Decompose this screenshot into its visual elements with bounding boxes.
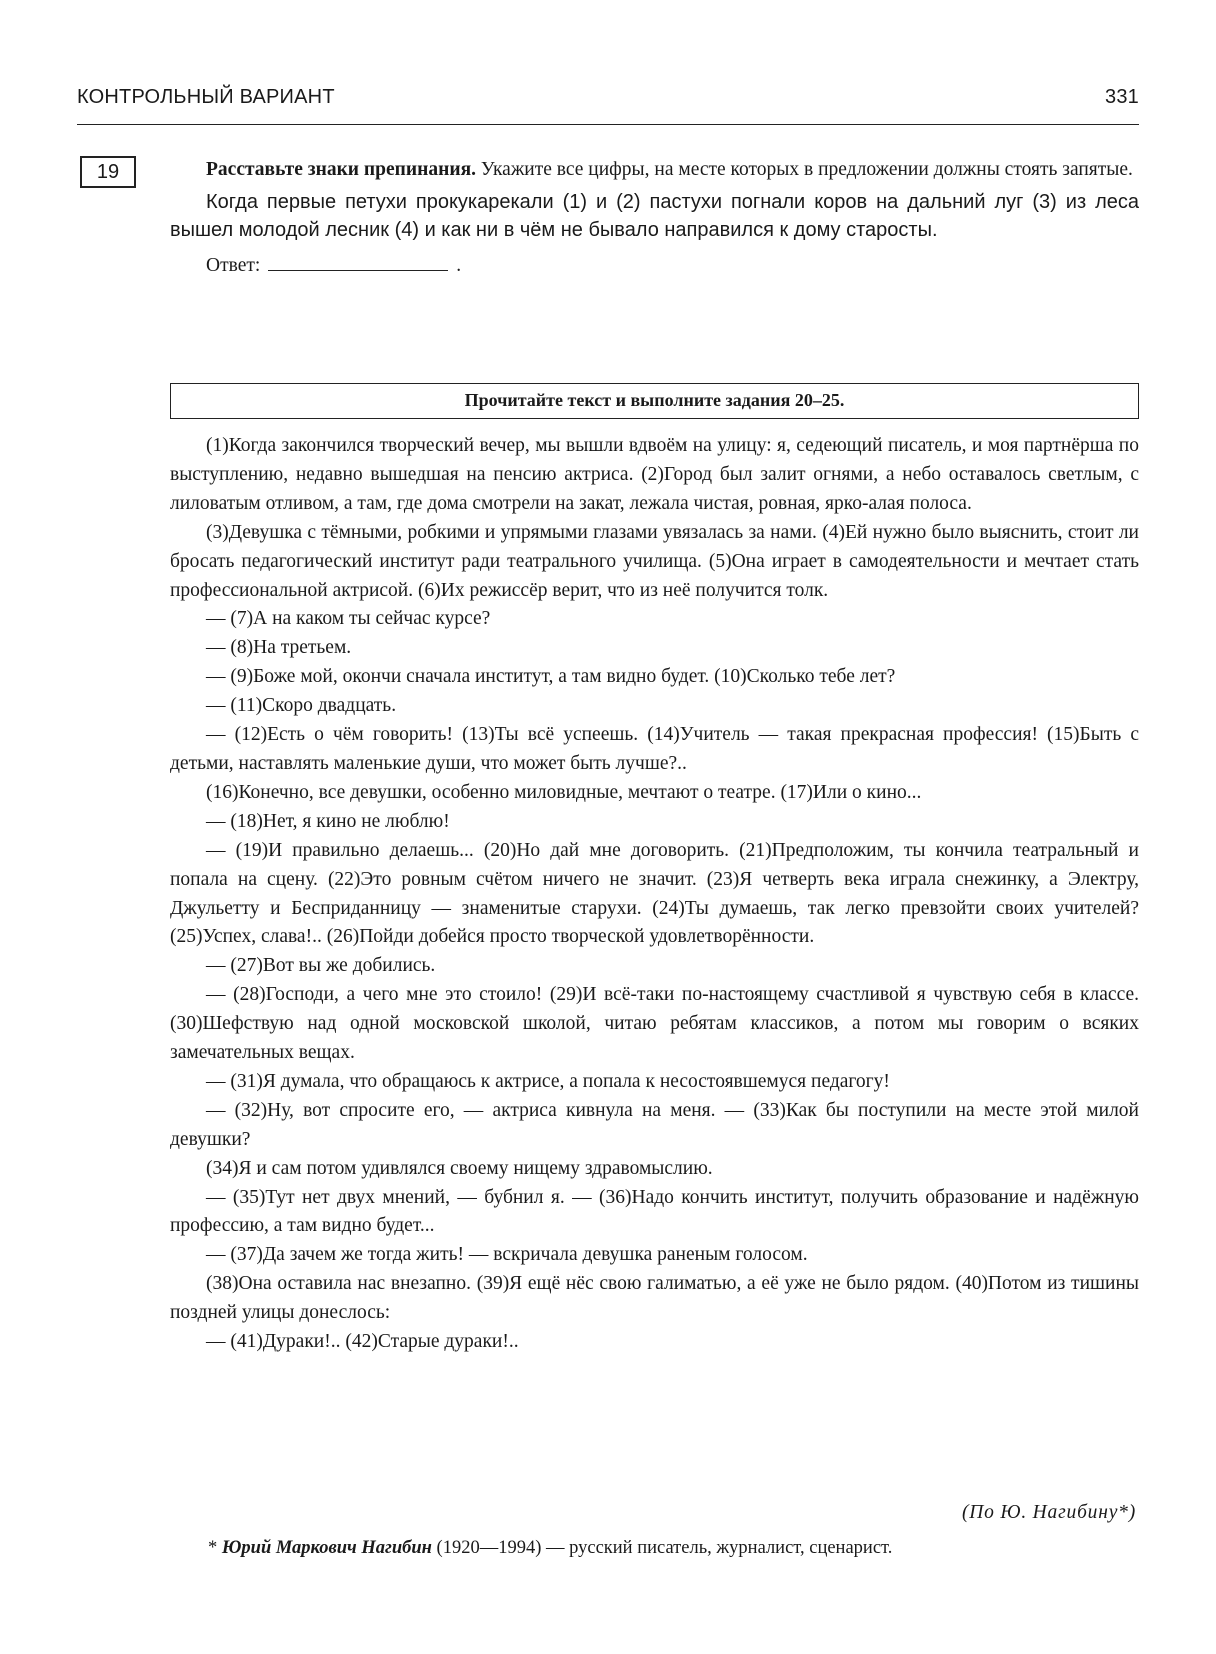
footnote-author: Юрий Маркович Нагибин bbox=[221, 1538, 432, 1558]
task-number-box: 19 bbox=[80, 156, 136, 188]
paragraph: — (18)Нет, я кино не люблю! bbox=[206, 810, 450, 832]
paragraph: — (28)Господи, а чего мне это стоило! (29)И всё-таки по-настоящему счастливой я чувствую себя в классе. (30)Шефствую над одной московской школой, читаю ребятам классиков, а потом мы говорим о всяких замечательных вещах. bbox=[170, 984, 1139, 1064]
reading-text bbox=[170, 432, 1139, 1357]
paragraph: (16)Конечно, все девушки, особенно миловидные, мечтают о театре. (17)Или о кино... bbox=[206, 781, 922, 803]
answer-label: Ответ: bbox=[206, 255, 261, 276]
task-instruction bbox=[170, 156, 1139, 184]
answer-end: . bbox=[456, 255, 462, 276]
footnote-marker: * bbox=[208, 1538, 222, 1558]
task-19 bbox=[170, 156, 1139, 280]
read-instruction-box: Прочитайте текст и выполните задания 20–25. bbox=[170, 383, 1139, 419]
paragraph: (38)Она оставила нас внезапно. (39)Я ещё нёс свою галиматью, а её уже не было рядом. (40)Потом из тишины поздней улицы донеслось: bbox=[170, 1273, 1139, 1324]
answer-line bbox=[206, 252, 1139, 280]
paragraph: — (11)Скоро двадцать. bbox=[206, 695, 397, 717]
paragraph: — (27)Вот вы же добились. bbox=[206, 955, 436, 977]
paragraph: — (9)Боже мой, окончи сначала институт, а там видно будет. (10)Сколько тебе лет? bbox=[206, 666, 896, 688]
paragraph: — (8)На третьем. bbox=[206, 637, 352, 659]
paragraph: — (37)Да зачем же тогда жить! — вскричала девушка раненым голосом. bbox=[206, 1244, 808, 1266]
running-header bbox=[77, 86, 1139, 109]
paragraph: (34)Я и сам потом удивлялся своему нищему здравомыслию. bbox=[206, 1157, 713, 1179]
paragraph: — (32)Ну, вот спросите его, — актриса кивнула на меня. — (33)Как бы поступили на месте этой милой девушки? bbox=[170, 1099, 1139, 1150]
page-number: 331 bbox=[1105, 86, 1139, 108]
task-instruction-bold: Расставьте знаки препинания. bbox=[206, 159, 477, 180]
answer-field[interactable] bbox=[268, 254, 448, 271]
author-footnote bbox=[208, 1538, 892, 1559]
paragraph: (3)Девушка с тёмными, робкими и упрямыми глазами увязалась за нами. (4)Ей нужно было выяснить, стоит ли бросать педагогический институт ради театрального училища. (5)Она играет в самодеятельности и мечтает стать профессиональной актрисой. (6)Их режиссёр верит, что из неё получится толк. bbox=[170, 521, 1139, 601]
footnote-text: (1920—1994) — русский писатель, журналист, сценарист. bbox=[431, 1538, 893, 1558]
task-sentence: Когда первые петухи прокукарекали (1) и (2) пастухи погнали коров на дальний луг (3) из леса вышел молодой лесник (4) и как ни в чём не бывало направился к дому старосты. bbox=[170, 191, 1139, 241]
task-instruction-rest: Укажите все цифры, на месте которых в предложении должны стоять запятые. bbox=[476, 159, 1133, 180]
source-attribution: (По Ю. Нагибину*) bbox=[962, 1502, 1136, 1523]
paragraph: — (31)Я думала, что обращаюсь к актрисе, а попала к несостоявшемуся педагогу! bbox=[206, 1070, 890, 1092]
paragraph: — (12)Есть о чём говорить! (13)Ты всё успеешь. (14)Учитель — такая прекрасная профессия! (15)Быть с детьми, наставлять маленькие души, что может быть лучше?.. bbox=[170, 724, 1139, 774]
paragraph: (1)Когда закончился творческий вечер, мы вышли вдвоём на улицу: я, седеющий писатель, и моя партнёрша по выступлению, недавно вышедшая на пенсию актриса. (2)Город был залит огнями, а небо оставалось светлым, с лиловатым отливом, а там, где дома смотрели на закат, лежала чистая, ровная, ярко-алая полоса. bbox=[170, 435, 1139, 514]
section-title: КОНТРОЛЬНЫЙ ВАРИАНТ bbox=[77, 86, 335, 108]
header-divider bbox=[77, 124, 1139, 125]
paragraph: — (41)Дураки!.. (42)Старые дураки!.. bbox=[206, 1331, 519, 1353]
paragraph: — (35)Тут нет двух мнений, — бубнил я. — (36)Надо кончить институт, получить образование и надёжную профессию, а там видно будет... bbox=[170, 1186, 1139, 1237]
paragraph: — (7)А на каком ты сейчас курсе? bbox=[206, 608, 491, 630]
paragraph: — (19)И правильно делаешь... (20)Но дай мне договорить. (21)Предположим, ты кончила театральный и попала на сцену. (22)Это ровным счётом ничего не значит. (23)Я четверть века играла снежинку, а Электру, Джульетту и Бесприданницу — знаменитые старухи. (24)Ты думаешь, так легко превзойти своих учителей? (25)Успех, слава!.. (26)Пойди добейся просто творческой удовлетворённости. bbox=[170, 839, 1139, 948]
